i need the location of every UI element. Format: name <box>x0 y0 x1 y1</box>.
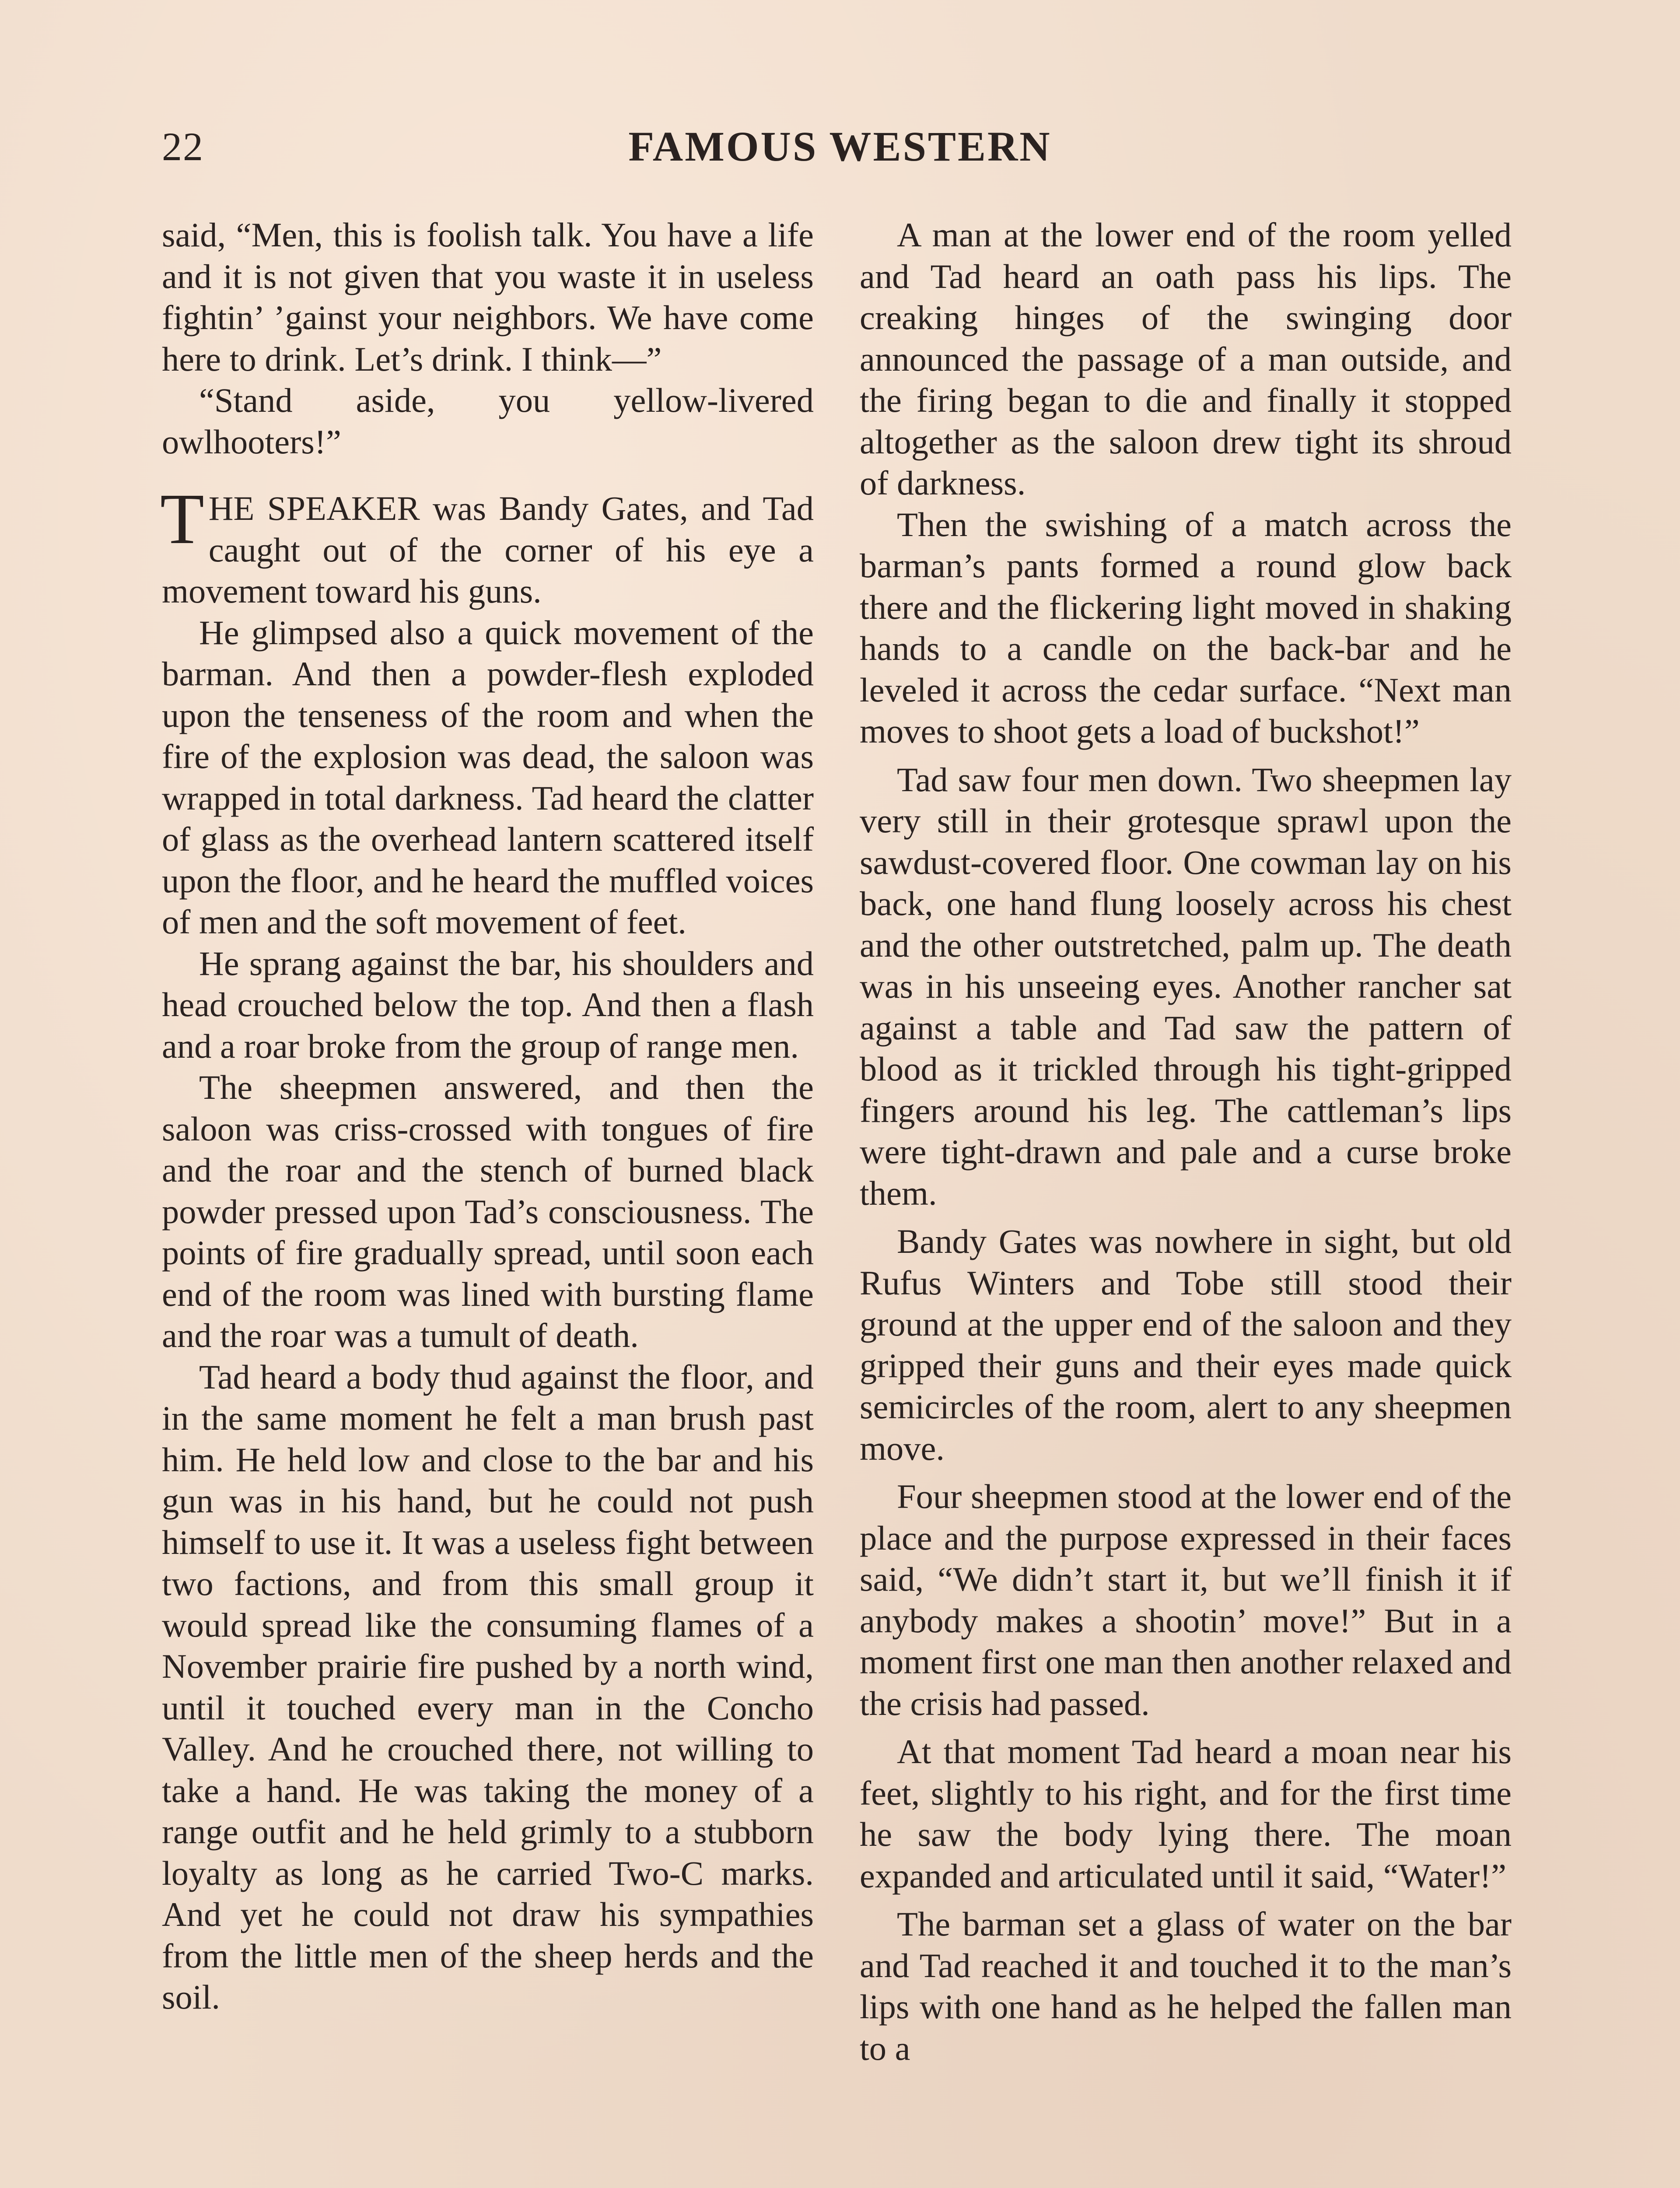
paragraph: Four sheepmen stood at the lower end of the place and the purpose expressed in their faces said, “We didn’t start it, but we’ll finish it if anybody makes a shootin’ move!” But in a moment first one man then another relaxed and the crisis had passed. <box>860 1477 1512 1722</box>
right-column <box>860 214 1512 2069</box>
drop-cap: T <box>160 479 204 559</box>
paragraph: At that moment Tad heard a moan near his feet, slightly to his right, and for the first time he saw the body lying there. The moan expanded and articulated until it said, “Water!” <box>860 1732 1512 1895</box>
running-head-title: FAMOUS WESTERN <box>628 123 1052 170</box>
page-number: 22 <box>162 124 204 169</box>
paragraph: Tad heard a body thud against the floor, and in the same moment he felt a man brush past him. He held low and close to the bar and his gun was in his hand, but he could not push himself to use it. It was a useless fight between two factions, and from this small group it would spread like the consuming flames of a November prairie fire pushed by a north wind, until it touched every man in the Concho Valley. And he crouched there, not willing to take a hand. He was taking the money of a range outfit and he held grimly to a stubborn loyalty as long as he carried Two-C marks. And yet he could not draw his sympathies from the little men of the sheep herds and the soil. <box>162 1357 814 2016</box>
paragraph: He glimpsed also a quick movement of the barman. And then a powder-flesh exploded upon the tenseness of the room and when the fire of the explosion was dead, the saloon was wrapped in total darkness. Tad heard the clatter of glass as the overhead lantern scattered itself upon the floor, and he heard the muffled voices of men and the soft movement of feet. <box>162 613 814 941</box>
paragraph-text: HE SPEAKER was Bandy Gates, and Tad caught out of the corner of his eye a movement toward his guns. <box>162 489 814 610</box>
paragraph: The barman set a glass of water on the bar and Tad reached it and touched it to the man’s lips with one hand as he helped the fallen man to a <box>860 1905 1512 2067</box>
paragraph: A man at the lower end of the room yelled and Tad heard an oath pass his lips. The creaking hinges of the swinging door announced the passage of a man outside, and the firing began to die and finally it stopped altogether as the saloon drew tight its shroud of darkness. <box>860 216 1512 502</box>
paragraph: The sheepmen answered, and then the saloon was criss-crossed with tongues of fire and the roar and the stench of burned black powder pressed upon Tad’s consciousness. The points of fire gradually spread, until soon each end of the room was lined with bursting flame and the roar was a tumult of death. <box>162 1068 814 1354</box>
paragraph: said, “Men, this is foolish talk. You have a life and it is not given that you waste it in useless fightin’ ’gainst your neighbors. We have come here to drink. Let’s drink. I think—” <box>162 216 814 378</box>
paragraph: He sprang against the bar, his shoulders and head crouched below the top. And then a flash and a roar broke from the group of range men. <box>162 944 814 1065</box>
paragraph: Tad saw four men down. Two sheepmen lay very still in their grotesque sprawl upon the sawdust-covered floor. One cowman lay on his back, one hand flung loosely across his chest and the other outstretched, palm up. The death was in his unseeing eyes. Another rancher sat against a table and Tad saw the pattern of blood as it trickled through his tight-gripped fingers around his leg. The cattleman’s lips were tight-drawn and pale and a curse broke them. <box>860 760 1512 1212</box>
paragraph: Then the swishing of a match across the barman’s pants formed a round glow back there and the flickering light moved in shaking hands to a candle on the back-bar and he leveled it across the cedar surface. “Next man moves to shoot gets a load of buckshot!” <box>860 505 1512 750</box>
section-opening-paragraph <box>160 479 814 612</box>
left-column <box>162 214 814 2018</box>
paragraph: Bandy Gates was nowhere in sight, but old Rufus Winters and Tobe still stood their ground at the upper end of the saloon and they gripped their guns and their eyes made quick semicircles of the room, alert to any sheepmen move. <box>860 1222 1512 1467</box>
paragraph: “Stand aside, you yellow-livered owlhooters!” <box>162 381 814 461</box>
